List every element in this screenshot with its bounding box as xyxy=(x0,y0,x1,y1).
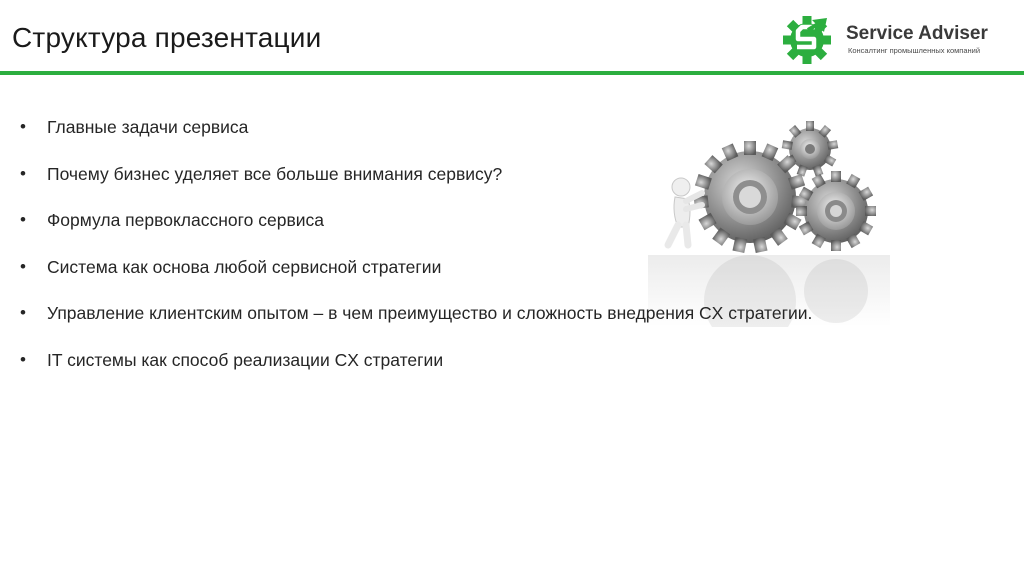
logo-tagline: Консалтинг промышленных компаний xyxy=(848,46,981,55)
bullet-icon: • xyxy=(20,349,26,369)
list-item xyxy=(20,163,812,210)
agenda-list xyxy=(20,116,812,396)
list-item xyxy=(20,349,812,396)
list-item-text: IT системы как способ реализации CX стратегии xyxy=(47,349,444,370)
logo-gear-icon xyxy=(782,14,834,64)
bullet-icon: • xyxy=(20,210,26,230)
list-item xyxy=(20,256,812,303)
slide-title: Структура презентации xyxy=(12,22,322,53)
list-item xyxy=(20,209,812,256)
bullet-icon: • xyxy=(20,303,26,323)
list-item xyxy=(20,116,812,163)
company-logo xyxy=(782,14,1018,64)
list-item-text: Управление клиентским опытом – в чем преимущество и сложность внедрения CX стратегии. xyxy=(47,303,813,324)
bullet-icon: • xyxy=(20,256,26,276)
list-item-text: Система как основа любой сервисной стратегии xyxy=(47,256,442,277)
list-item-text: Главные задачи сервиса xyxy=(47,117,249,137)
bullet-icon: • xyxy=(20,163,26,183)
list-item xyxy=(20,302,812,349)
bullet-icon: • xyxy=(20,117,26,136)
logo-name: Service Adviser xyxy=(846,23,988,44)
list-item-text: Формула первоклассного сервиса xyxy=(47,210,325,231)
header-divider xyxy=(0,71,1024,75)
list-item-text: Почему бизнес уделяет все больше внимания сервису? xyxy=(47,163,503,184)
